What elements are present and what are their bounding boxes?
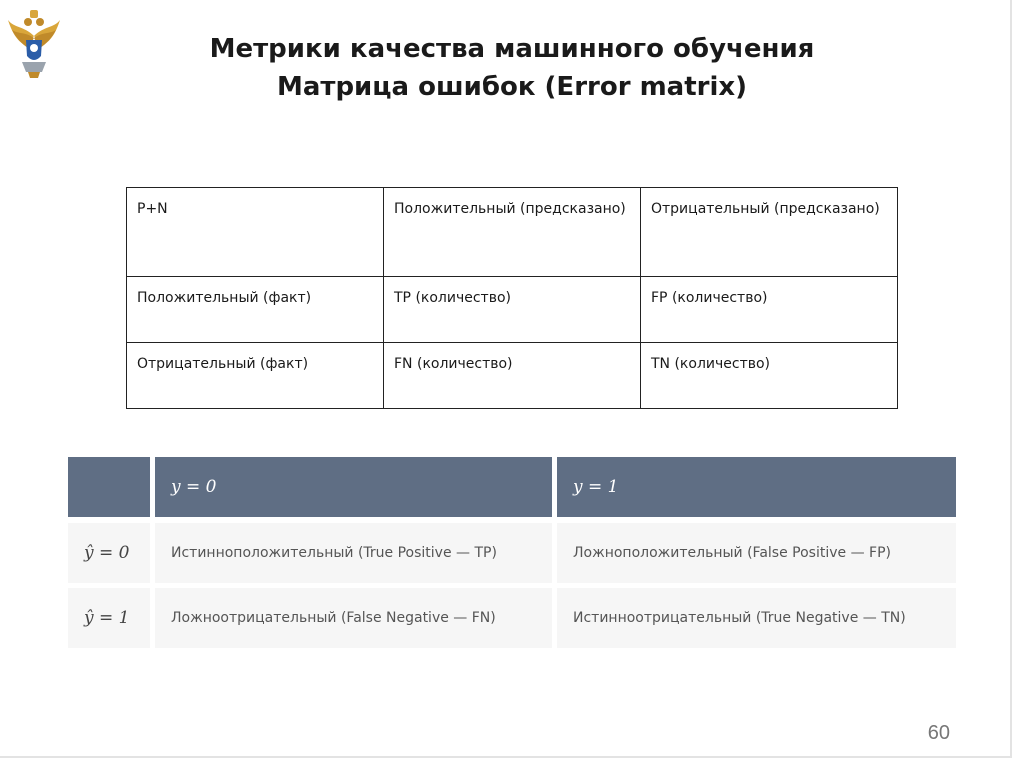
grid-row-label-cell <box>68 523 150 583</box>
eagle-emblem-icon <box>6 6 62 82</box>
table-cell: Отрицательный (факт) <box>127 343 384 409</box>
table-cell: TN (количество) <box>641 343 898 409</box>
table-cell: Положительный (предсказано) <box>384 188 641 277</box>
cell-false-positive: Ложноположительный (False Positive — FP) <box>573 545 891 561</box>
table-cell: Отрицательный (предсказано) <box>641 188 898 277</box>
title-line-2: Матрица ошибок (Error matrix) <box>276 72 748 102</box>
col-header-y1: y = 1 <box>573 477 619 497</box>
table-cell: TP (количество) <box>384 277 641 343</box>
grid-corner-cell <box>68 457 150 517</box>
cell-true-negative: Истинноотрицательный (True Negative — TN) <box>573 610 906 626</box>
grid-row-label-cell <box>68 588 150 648</box>
table-row <box>127 277 898 343</box>
grid-cell <box>557 588 956 648</box>
grid-header-cell <box>557 457 956 517</box>
table-row <box>127 343 898 409</box>
row-label-yhat0: ŷ = 0 <box>84 543 130 563</box>
col-header-y0: y = 0 <box>171 477 217 497</box>
page-title <box>100 30 924 106</box>
grid-header-cell <box>155 457 552 517</box>
table-cell: P+N <box>127 188 384 277</box>
table-cell: Положительный (факт) <box>127 277 384 343</box>
row-label-yhat1: ŷ = 1 <box>84 608 130 628</box>
table-row <box>127 188 898 277</box>
page-number: 60 <box>927 722 950 744</box>
grid-cell <box>557 523 956 583</box>
grid-cell <box>155 588 552 648</box>
cell-false-negative: Ложноотрицательный (False Negative — FN) <box>171 610 496 626</box>
cell-true-positive: Истинноположительный (True Positive — TP) <box>171 545 497 561</box>
error-matrix-table <box>126 187 898 409</box>
table-cell: FN (количество) <box>384 343 641 409</box>
table-cell: FP (количество) <box>641 277 898 343</box>
title-line-1: Метрики качества машинного обучения <box>209 34 815 64</box>
confusion-grid <box>68 457 956 648</box>
grid-cell <box>155 523 552 583</box>
